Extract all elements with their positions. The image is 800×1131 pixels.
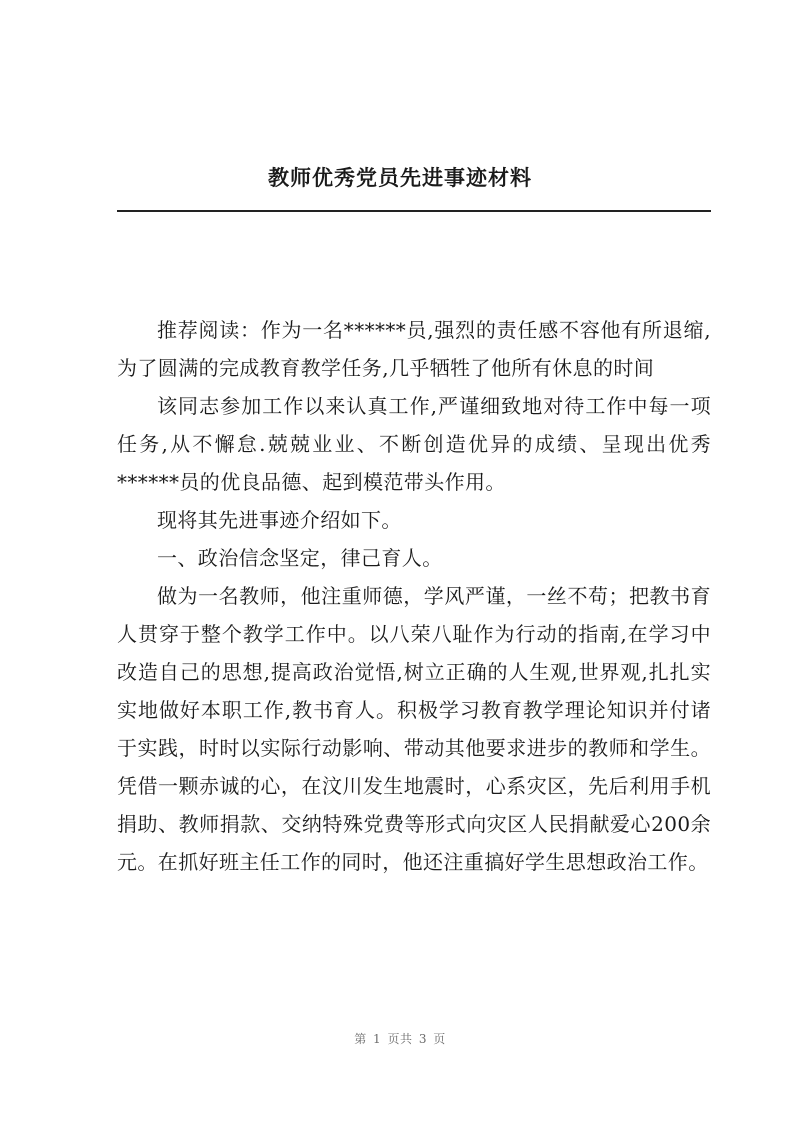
paragraph-teacher-ethics: 做为一名教师，他注重师德，学风严谨，一丝不苟；把教书育人贯穿于整个教学工作中。以八荣八耻作为行动的指南,在学习中改造自己的思想,提高政治觉悟,树立正确的人生观,世界观,扎扎实实地做好本职工作,教书育人。积极学习教育教学理论知识并付诸于实践，时时以实际行动影响、带动其他要求进步的教师和学生。凭借一颗赤诚的心，在汶川发生地震时，心系灾区，先后利用手机捐助、教师捐款、交纳特殊党费等形式向灾区人民捐献爱心200余元。在抓好班主任工作的同时，他还注重搞好学生思想政治工作。	[117, 584, 711, 874]
title-underline	[117, 210, 711, 212]
paragraph-work-attitude: 该同志参加工作以来认真工作,严谨细致地对待工作中每一项任务,从不懈怠.兢兢业业、不断创造优异的成绩、呈现出优秀******员的优良品德、起到模范带头作用。	[117, 394, 711, 494]
document-title: 教师优秀党员先进事迹材料	[268, 165, 532, 190]
paragraph-recommended-reading: 推荐阅读：作为一名******员,强烈的责任感不容他有所退缩,为了圆满的完成教育教学任务,几乎牺牲了他所有休息的时间	[117, 318, 711, 380]
document-body	[117, 311, 711, 881]
page-number-footer: 第 1 页共 3 页	[354, 1032, 446, 1046]
section-heading-political-belief: 一、政治信念坚定，律己育人。	[157, 546, 443, 570]
paragraph-introduction: 现将其先进事迹介绍如下。	[157, 508, 402, 532]
